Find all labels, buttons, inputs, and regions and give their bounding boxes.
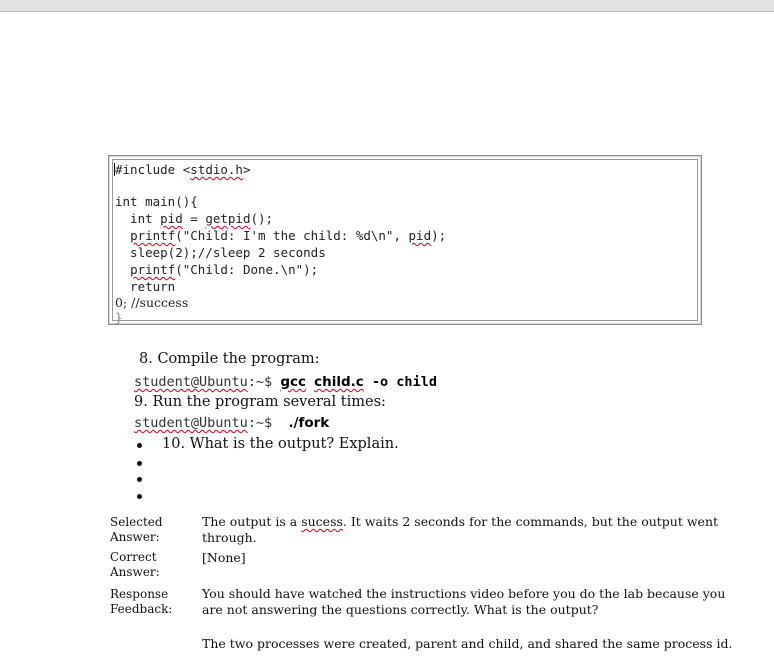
selected-answer-label: Selected Answer:: [110, 515, 163, 544]
code-editor-area[interactable]: [112, 159, 698, 325]
response-feedback-label: Response Feedback:: [110, 587, 173, 616]
response-feedback-value: [202, 586, 742, 652]
correct-answer-value: [None]: [202, 550, 246, 565]
step-9-text: 9. Run the program several times:: [134, 394, 386, 410]
step-8-text: 8. Compile the program:: [139, 351, 320, 367]
feedback-paragraph: The two processes were created, parent and child, and shared the same process id.: [202, 636, 733, 651]
list-bullet: [137, 443, 142, 448]
code-line-5: sleep(2);//sleep 2 seconds: [115, 245, 326, 260]
code-line-1: #include <stdio.h>: [115, 162, 251, 177]
list-bullet: [137, 494, 142, 499]
feedback-paragraph: You should have watched the instructions video before you do the lab because you are not answering the questions correctly. What is the output?: [202, 586, 726, 617]
code-line-2: int main(){: [115, 194, 198, 209]
code-line-9: }: [115, 310, 123, 325]
compile-command: student@Ubuntu:~$ gcc child.c -o child: [134, 374, 437, 390]
correct-answer-label: Correct Answer:: [110, 550, 160, 579]
code-line-6: printf("Child: Done.\n");: [130, 262, 319, 277]
run-command: student@Ubuntu:~$ ./fork: [134, 415, 330, 431]
code-line-3: int pid = getpid();: [115, 211, 274, 226]
list-bullet: [137, 461, 142, 466]
code-line-8: 0; //success: [115, 295, 189, 310]
selected-answer-value: The output is a sucess. It waits 2 seconds for the commands, but the output went through.: [202, 514, 719, 545]
text-caret: [114, 163, 115, 176]
step-10-text: 10. What is the output? Explain.: [162, 436, 399, 452]
list-bullet: [137, 477, 142, 482]
code-line-4: printf("Child: I'm the child: %d\n", pid);: [130, 228, 447, 243]
code-line-7: return: [115, 279, 176, 294]
top-toolbar-strip: [0, 0, 774, 12]
code-block: [108, 155, 702, 325]
